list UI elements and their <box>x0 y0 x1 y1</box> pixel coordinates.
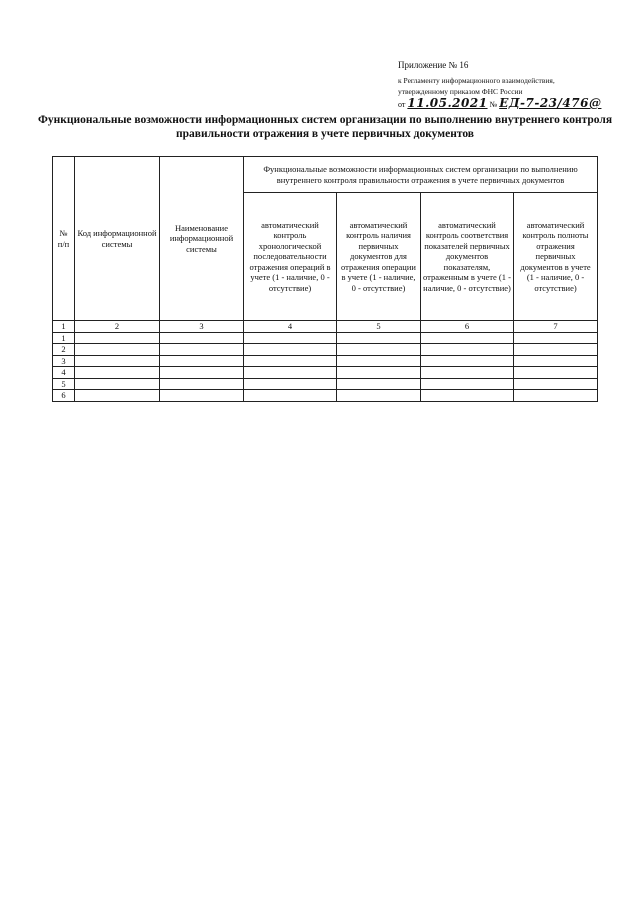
cell-system-name[interactable] <box>160 355 244 367</box>
row-number: 5 <box>53 378 75 390</box>
cell-indicators-match[interactable] <box>421 344 514 356</box>
column-numbers-row <box>53 321 598 333</box>
header-col-chronology: автоматический контроль хронологической последовательности отражения операций в учете (1 - наличие, 0 - отсутствие) <box>244 193 337 321</box>
column-number: 3 <box>160 321 244 333</box>
table-row <box>53 390 598 402</box>
table-row <box>53 378 598 390</box>
table-row <box>53 367 598 379</box>
document-title <box>30 113 620 141</box>
cell-completeness[interactable] <box>514 344 598 356</box>
cell-system-code[interactable] <box>75 332 160 344</box>
cell-system-name[interactable] <box>160 378 244 390</box>
handwritten-order-number: ЕД-7-23/476@ <box>499 96 602 110</box>
column-number: 5 <box>337 321 421 333</box>
cell-chronology[interactable] <box>244 344 337 356</box>
cell-system-name[interactable] <box>160 344 244 356</box>
row-number: 1 <box>53 332 75 344</box>
cell-documents-presence[interactable] <box>337 344 421 356</box>
controls-table <box>52 156 598 402</box>
column-number: 7 <box>514 321 598 333</box>
cell-documents-presence[interactable] <box>337 367 421 379</box>
table-row <box>53 344 598 356</box>
appendix-number: Приложение № 16 <box>398 60 469 70</box>
cell-system-name[interactable] <box>160 367 244 379</box>
cell-completeness[interactable] <box>514 332 598 344</box>
cell-system-code[interactable] <box>75 390 160 402</box>
header-col-completeness: автоматический контроль полноты отражения первичных документов в учете (1 - наличие, 0 - отсутствие) <box>514 193 598 321</box>
cell-chronology[interactable] <box>244 390 337 402</box>
cell-indicators-match[interactable] <box>421 390 514 402</box>
cell-system-code[interactable] <box>75 355 160 367</box>
cell-indicators-match[interactable] <box>421 355 514 367</box>
cell-indicators-match[interactable] <box>421 332 514 344</box>
header-system-name: Наименование информационной системы <box>160 157 244 321</box>
appendix-regulation-line: к Регламенту информационного взаимодействия, <box>398 76 555 85</box>
cell-chronology[interactable] <box>244 332 337 344</box>
column-number: 1 <box>53 321 75 333</box>
cell-documents-presence[interactable] <box>337 390 421 402</box>
header-col-indicators-match: автоматический контроль соответствия показателей первичных документов показателям, отраженным в учете (1 - наличие, 0 - отсутствие) <box>421 193 514 321</box>
header-col-documents-presence: автоматический контроль наличия первичных документов для отражения операции в учете (1 - наличие, 0 - отсутствие) <box>337 193 421 321</box>
handwritten-date: 11.05.2021 <box>407 96 488 110</box>
column-number: 4 <box>244 321 337 333</box>
cell-system-code[interactable] <box>75 367 160 379</box>
row-number: 6 <box>53 390 75 402</box>
cell-indicators-match[interactable] <box>421 378 514 390</box>
cell-completeness[interactable] <box>514 367 598 379</box>
column-number: 6 <box>421 321 514 333</box>
number-sign: № <box>489 100 498 109</box>
cell-documents-presence[interactable] <box>337 332 421 344</box>
row-number: 3 <box>53 355 75 367</box>
header-system-code: Код информационной системы <box>75 157 160 321</box>
cell-chronology[interactable] <box>244 355 337 367</box>
cell-completeness[interactable] <box>514 390 598 402</box>
table-row <box>53 332 598 344</box>
header-number: № п/п <box>53 157 75 321</box>
cell-completeness[interactable] <box>514 355 598 367</box>
cell-system-code[interactable] <box>75 378 160 390</box>
cell-indicators-match[interactable] <box>421 367 514 379</box>
cell-completeness[interactable] <box>514 378 598 390</box>
cell-documents-presence[interactable] <box>337 378 421 390</box>
cell-documents-presence[interactable] <box>337 355 421 367</box>
column-number: 2 <box>75 321 160 333</box>
title-line-1: Функциональные возможности информационных систем организации по выполнению внутреннего контроля <box>37 114 613 126</box>
row-number: 2 <box>53 344 75 356</box>
appendix-approval-line: утвержденному приказом ФНС России <box>398 87 523 96</box>
date-prefix: от <box>398 100 406 109</box>
cell-chronology[interactable] <box>244 367 337 379</box>
cell-chronology[interactable] <box>244 378 337 390</box>
header-functional-group: Функциональные возможности информационных систем организации по выполнению внутреннего контроля правильности отражения в учете первичных документов <box>244 157 598 193</box>
cell-system-code[interactable] <box>75 344 160 356</box>
appendix-block <box>398 60 628 110</box>
table-row <box>53 355 598 367</box>
appendix-date-line <box>398 98 628 110</box>
row-number: 4 <box>53 367 75 379</box>
cell-system-name[interactable] <box>160 332 244 344</box>
cell-system-name[interactable] <box>160 390 244 402</box>
title-line-2: правильности отражения в учете первичных документов <box>175 128 475 140</box>
